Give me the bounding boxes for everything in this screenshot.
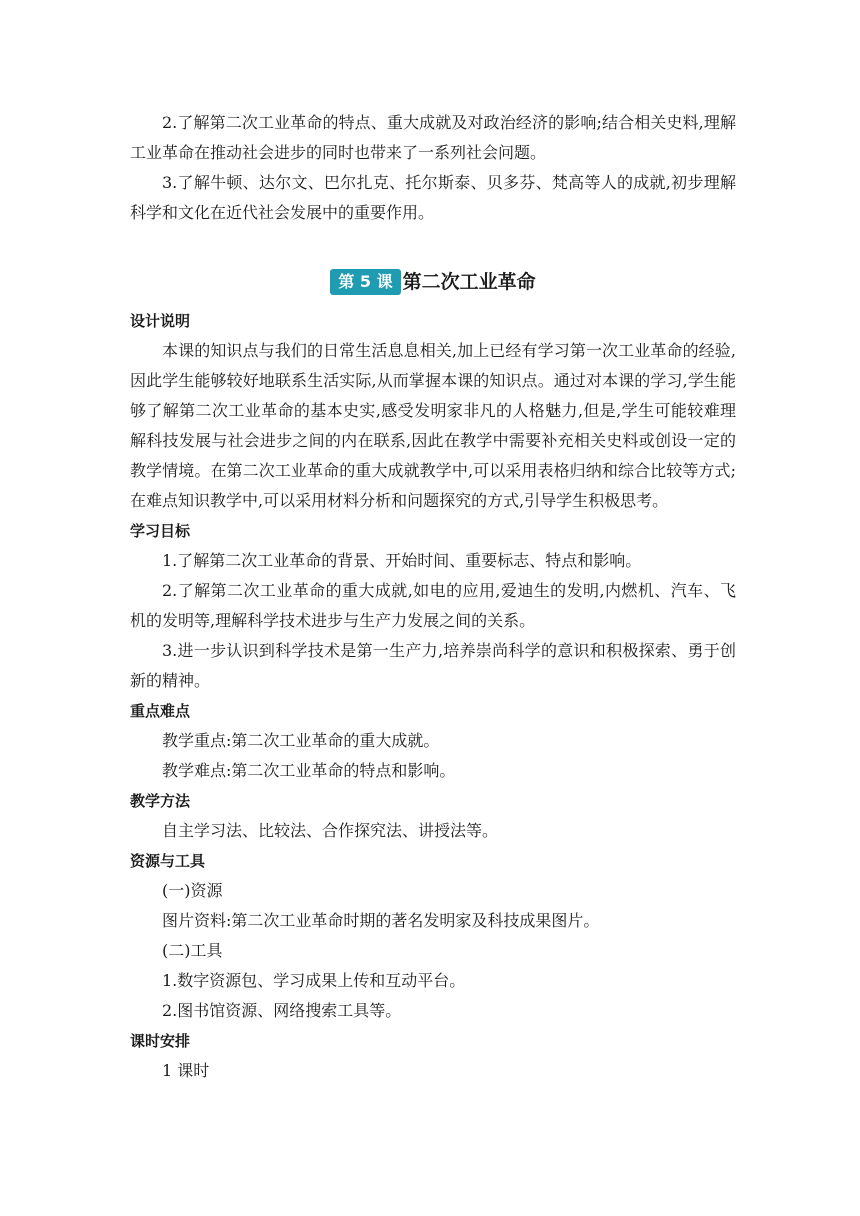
- lesson-title: 第二次工业革命: [402, 270, 536, 293]
- section-paragraph: 教学难点:第二次工业革命的特点和影响。: [162, 761, 456, 780]
- section-heading: 课时安排: [130, 1032, 191, 1050]
- section-learning-goals: [130, 516, 736, 696]
- section-key-points: [130, 696, 736, 786]
- lesson-badge: 第 5 课: [330, 269, 400, 295]
- document-page: [130, 108, 736, 1086]
- section-heading: 教学方法: [130, 792, 191, 810]
- section-paragraph: 教学重点:第二次工业革命的重大成就。: [162, 731, 440, 750]
- section-design-notes: [130, 306, 736, 516]
- section-heading: 设计说明: [130, 312, 191, 330]
- section-paragraph: 自主学习法、比较法、合作探究法、讲授法等。: [162, 821, 499, 840]
- section-heading: 资源与工具: [130, 852, 206, 870]
- section-paragraph: (二)工具: [162, 941, 223, 960]
- section-paragraph: (一)资源: [162, 881, 223, 900]
- section-paragraph: 1.数字资源包、学习成果上传和互动平台。: [162, 971, 466, 990]
- section-resources-tools: [130, 846, 736, 1026]
- section-heading: 重点难点: [130, 702, 191, 720]
- section-teaching-methods: [130, 786, 736, 846]
- section-paragraph: 1 课时: [162, 1061, 210, 1080]
- intro-paragraph: 2.了解第二次工业革命的特点、重大成就及对政治经济的影响;结合相关史料,理解工业革命在推动社会进步的同时也带来了一系列社会问题。: [130, 113, 736, 162]
- section-paragraph: 3.进一步认识到科学技术是第一生产力,培养崇尚科学的意识和积极探索、勇于创新的精神。: [130, 641, 736, 690]
- lesson-title-row: [130, 266, 736, 300]
- intro-block: [130, 108, 736, 228]
- section-paragraph: 1.了解第二次工业革命的背景、开始时间、重要标志、特点和影响。: [162, 551, 642, 570]
- section-paragraph: 本课的知识点与我们的日常生活息息相关,加上已经有学习第一次工业革命的经验,因此学生能够较好地联系生活实际,从而掌握本课的知识点。通过对本课的学习,学生能够了解第二次工业革命的基本史实,感受发明家非凡的人格魅力,但是,学生可能较难理解科技发展与社会进步之间的内在联系,因此在教学中需要补充相关史料或创设一定的教学情境。在第二次工业革命的重大成就教学中,可以采用表格归纳和综合比较等方式;在难点知识教学中,可以采用材料分析和问题探究的方式,引导学生积极思考。: [130, 341, 736, 510]
- section-paragraph: 2.了解第二次工业革命的重大成就,如电的应用,爱迪生的发明,内燃机、汽车、飞机的发明等,理解科学技术进步与生产力发展之间的关系。: [130, 581, 736, 630]
- section-paragraph: 2.图书馆资源、网络搜索工具等。: [162, 1001, 402, 1020]
- section-paragraph: 图片资料:第二次工业革命时期的著名发明家及科技成果图片。: [162, 911, 600, 930]
- intro-paragraph: 3.了解牛顿、达尔文、巴尔扎克、托尔斯泰、贝多芬、梵高等人的成就,初步理解科学和文化在近代社会发展中的重要作用。: [130, 173, 736, 222]
- section-schedule: [130, 1026, 736, 1086]
- section-heading: 学习目标: [130, 522, 191, 540]
